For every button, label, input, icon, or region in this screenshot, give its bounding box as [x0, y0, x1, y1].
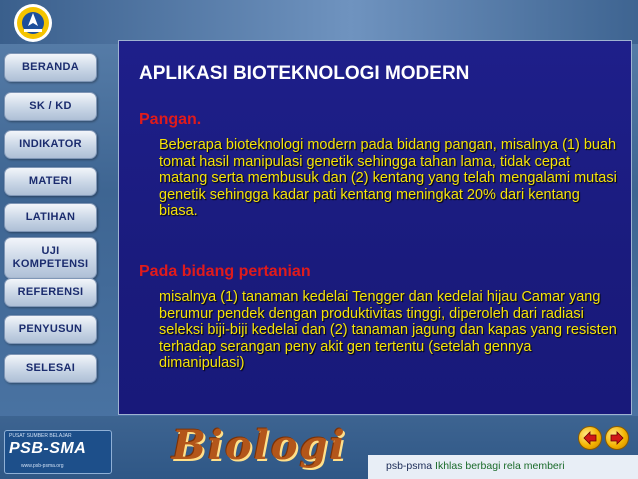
- sidebar-item-latihan[interactable]: [4, 203, 97, 232]
- sidebar-item-label: KOMPETENSI: [12, 258, 89, 270]
- psb-sma-logo: [4, 430, 112, 474]
- sidebar-item-referensi[interactable]: [4, 278, 97, 307]
- sidebar-item-label: INDIKATOR: [19, 138, 82, 150]
- sidebar-nav: [0, 48, 120, 393]
- page-title: APLIKASI BIOTEKNOLOGI MODERN: [139, 63, 470, 84]
- sidebar-item-label: PENYUSUN: [18, 323, 83, 335]
- sidebar-item-label: SELESAI: [25, 362, 76, 374]
- section-body-pangan: Beberapa bioteknologi modern pada bidang pangan, misalnya (1) buah tomat hasil manipulasi genetik sehingga tahan lama, tidak cepat matang serta membusuk dan (2) kentang yang telah mengalami mutasi genetik sehingga kadar pati kentang meningkat 20% dari kentang biasa.: [159, 137, 617, 219]
- prev-button[interactable]: [578, 426, 602, 450]
- sidebar-item-beranda[interactable]: [4, 53, 97, 82]
- arrow-right-icon: [609, 430, 625, 446]
- sidebar-item-label: REFERENSI: [17, 286, 84, 298]
- top-banner: [0, 0, 638, 44]
- sidebar-item-sk-kd[interactable]: [4, 92, 97, 121]
- brand-title: Biologi: [172, 422, 347, 469]
- section-heading-pertanian: Pada bidang pertanian: [139, 263, 311, 280]
- sidebar-item-label: UJI: [41, 245, 60, 257]
- psb-logo-main-text: PSB-SMA: [9, 440, 87, 457]
- section-body-pertanian: misalnya (1) tanaman kedelai Tengger dan kedelai hijau Camar yang berumur pendek dengan produktivitas tinggi, diperoleh dari radiasi seleksi biji-biji kedelai dan (2) tanaman jagung dan kapas yang resisten terhadap serangan peny akit gen tertentu (setelah gennya dimanipulasi): [159, 289, 617, 371]
- footer-tagline: [386, 460, 565, 472]
- footer-motto: Ikhlas berbagi rela memberi: [435, 460, 565, 472]
- psb-logo-url: www.psb-psma.org: [21, 463, 64, 469]
- sidebar-item-label: LATIHAN: [25, 211, 76, 223]
- sidebar-item-uji-kompetensi[interactable]: [4, 237, 97, 279]
- emblem-logo: [4, 2, 62, 44]
- section-heading-pangan: Pangan.: [139, 111, 202, 128]
- psb-logo-small-text: PUSAT SUMBER BELAJAR: [9, 433, 72, 439]
- sidebar-item-indikator[interactable]: [4, 130, 97, 159]
- footer-site-name: psb-psma: [386, 460, 433, 472]
- sidebar-item-materi[interactable]: [4, 167, 97, 196]
- content-panel: [118, 40, 632, 415]
- arrow-left-icon: [582, 430, 598, 446]
- next-button[interactable]: [605, 426, 629, 450]
- sidebar-item-label: MATERI: [28, 175, 73, 187]
- sidebar-item-selesai[interactable]: [4, 354, 97, 383]
- sidebar-item-label: SK / KD: [29, 100, 72, 112]
- sidebar-item-penyusun[interactable]: [4, 315, 97, 344]
- sidebar-item-label: BERANDA: [21, 61, 80, 73]
